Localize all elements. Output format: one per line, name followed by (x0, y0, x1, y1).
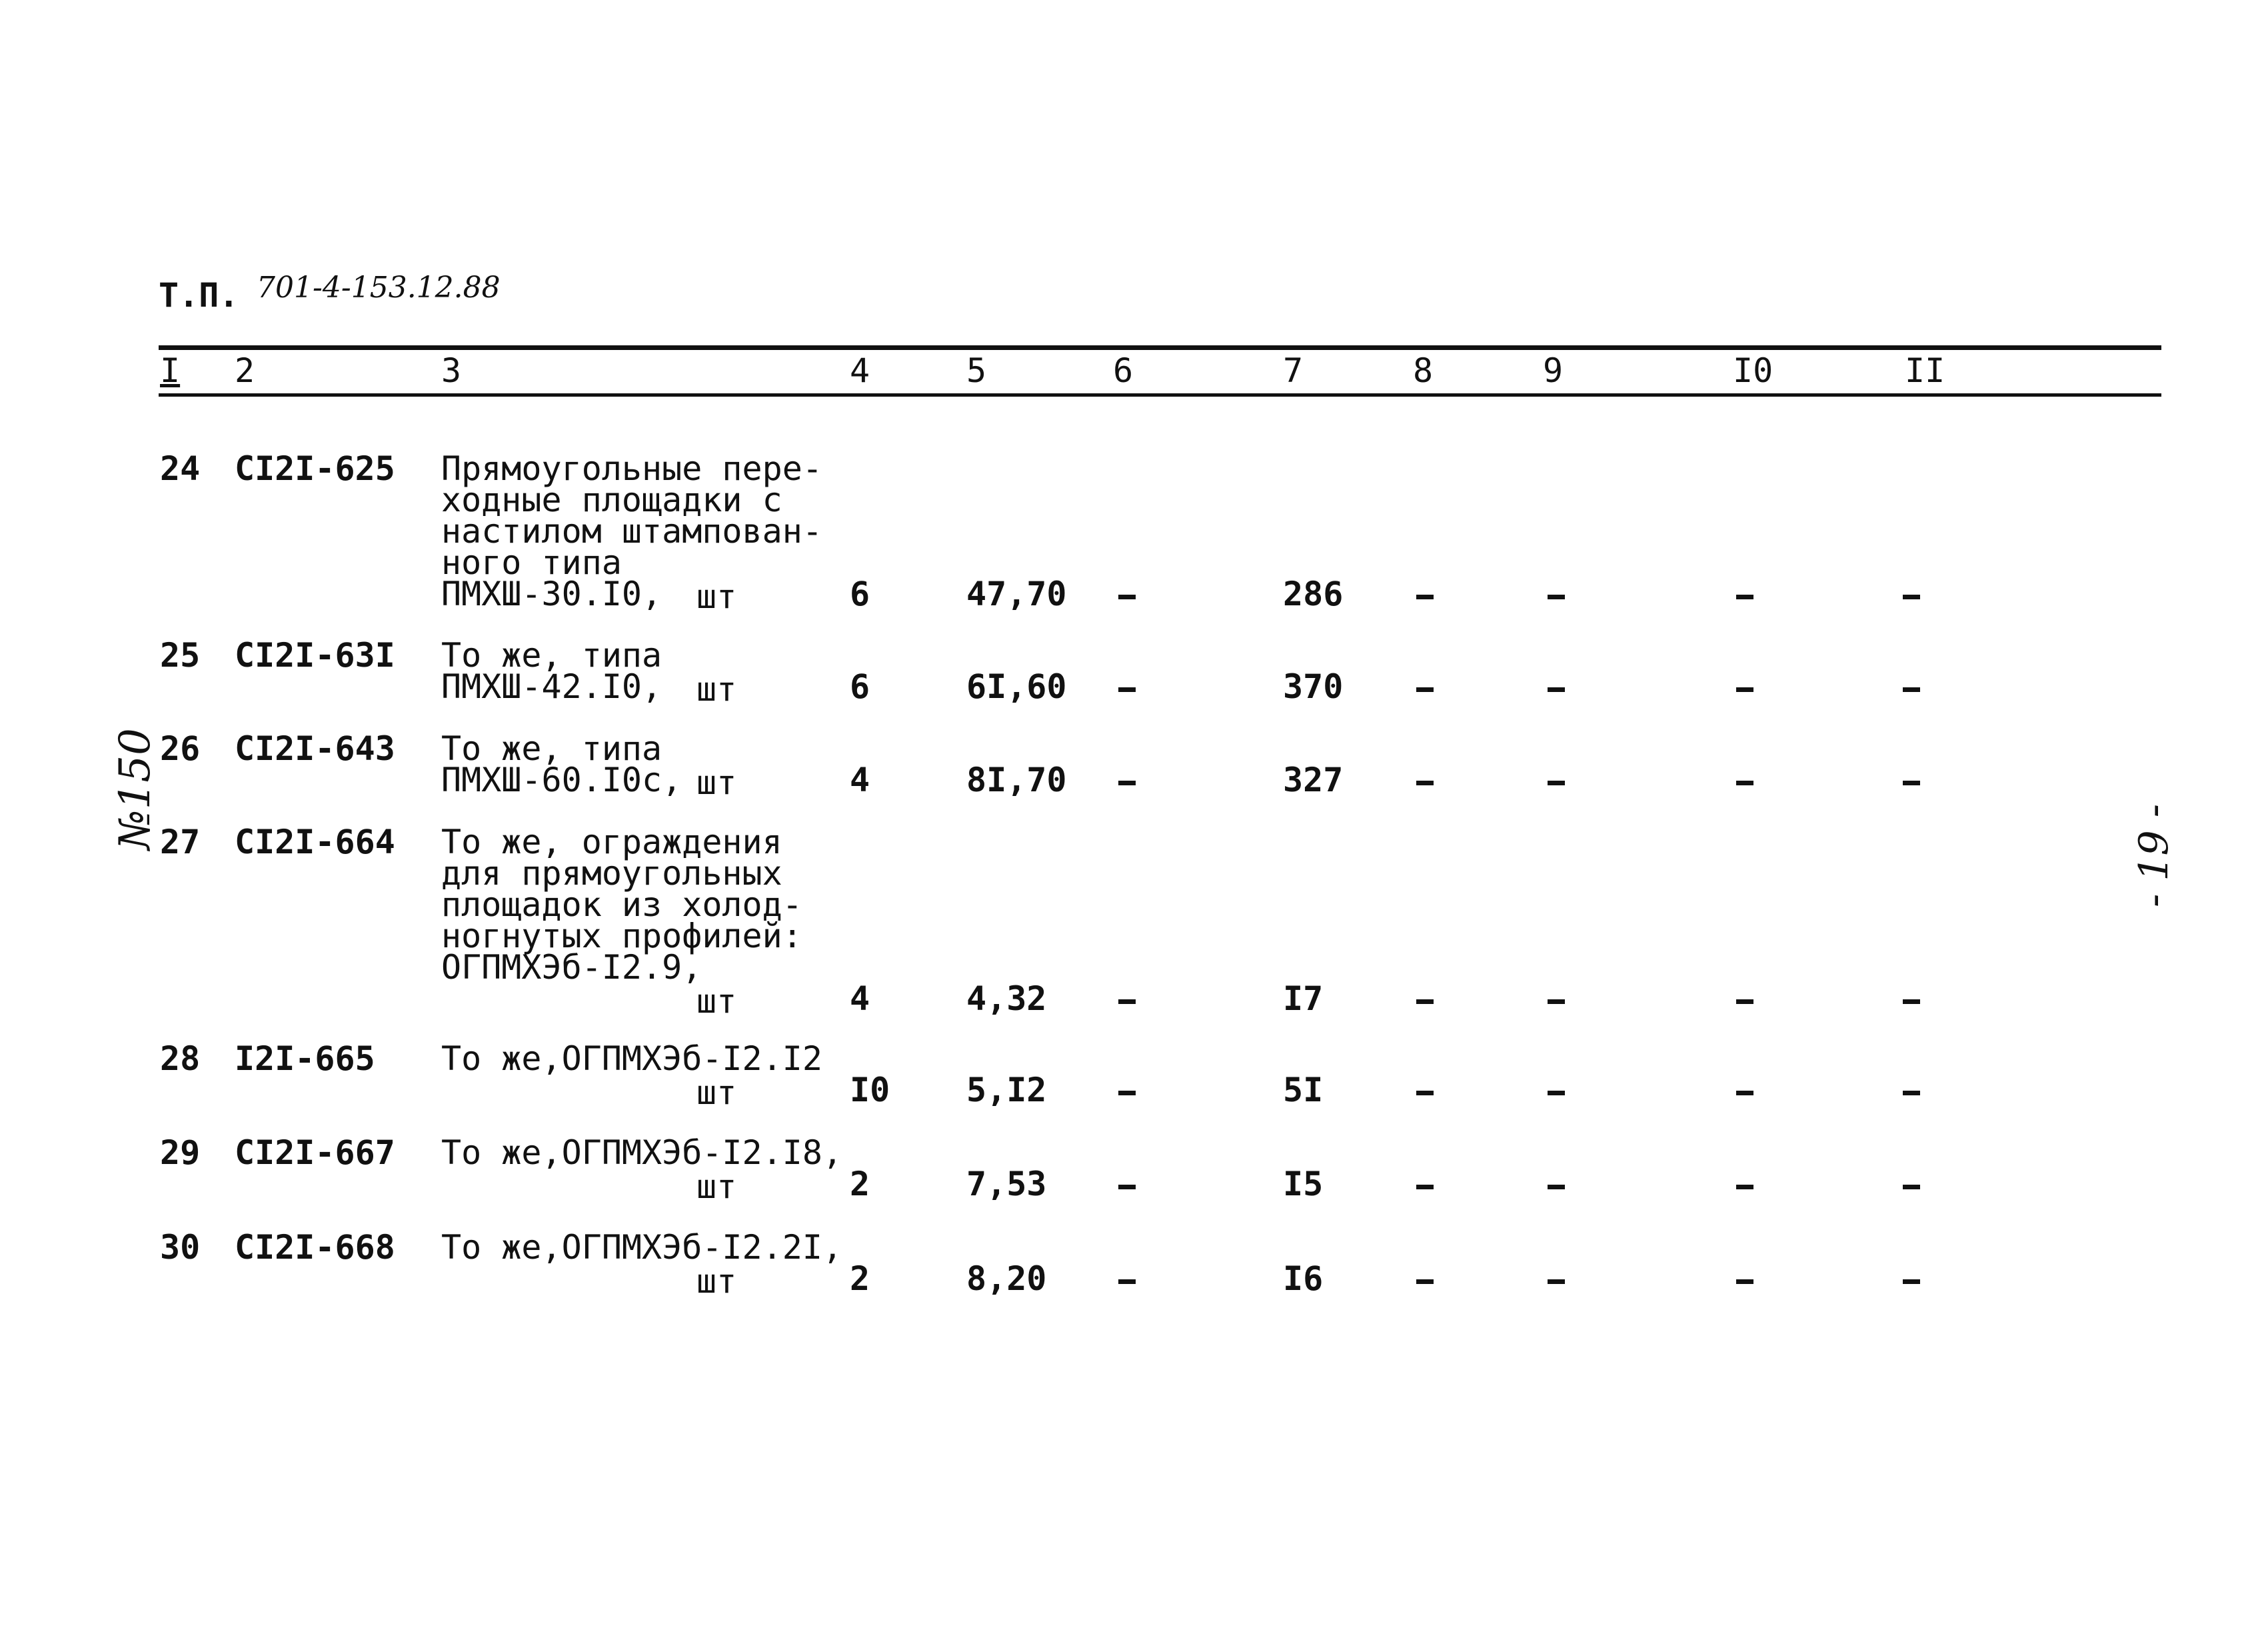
description-line: ПМХШ-42.I0, (441, 667, 662, 706)
dash-mark-c11 (1903, 999, 1920, 1004)
row-number: 29 (160, 1133, 201, 1172)
column-header: 5 (966, 351, 987, 390)
description-line: ОГПМХЭб-I2.9, (441, 948, 702, 987)
total-cost: 5I (1283, 1071, 1324, 1109)
dash-mark-c9 (1548, 781, 1565, 785)
column-header: 6 (1113, 351, 1134, 390)
total-cost: 370 (1283, 667, 1344, 706)
dash-mark-c6 (1118, 999, 1136, 1004)
table-top-rule (159, 345, 2161, 350)
quantity: 4 (850, 979, 870, 1018)
dash-mark-c9 (1548, 687, 1565, 692)
unit-price: 8,20 (966, 1259, 1047, 1298)
unit-price: 47,70 (966, 575, 1067, 613)
description-line: настилом штампован- (441, 512, 822, 551)
unit-price: 6I,60 (966, 667, 1067, 706)
quantity: 6 (850, 667, 870, 706)
dash-mark-c6 (1118, 1279, 1136, 1284)
item-code: СI2I-643 (235, 729, 395, 768)
row-number: 26 (160, 729, 201, 768)
dash-mark-c8 (1416, 1279, 1434, 1284)
dash-mark-c11 (1903, 687, 1920, 692)
dash-mark-c11 (1903, 1185, 1920, 1189)
unit: шт (696, 763, 737, 802)
item-code: СI2I-664 (235, 823, 395, 861)
description-line: ПМХШ-60.I0с, (441, 761, 682, 799)
dash-mark-c8 (1416, 687, 1434, 692)
column-header: 7 (1283, 351, 1304, 390)
row-number: 27 (160, 823, 201, 861)
row-number: 24 (160, 449, 201, 488)
side-mark-handwritten: №150 (110, 728, 160, 850)
total-cost: 286 (1283, 575, 1344, 613)
quantity: 6 (850, 575, 870, 613)
column-header: 3 (441, 351, 462, 390)
column-header: II (1905, 351, 1945, 390)
table-header-rule (159, 393, 2161, 397)
dash-mark-c8 (1416, 1091, 1434, 1095)
description-line: То же,ОГПМХЭб-I2.I8, (441, 1133, 843, 1172)
row-number: 30 (160, 1228, 201, 1267)
dash-mark-c11 (1903, 1279, 1920, 1284)
description-line: площадок из холод- (441, 885, 802, 924)
row-number: 28 (160, 1039, 201, 1078)
description-line: ходные площадки с (441, 481, 782, 519)
description-line: Прямоугольные пере- (441, 449, 822, 488)
quantity: 2 (850, 1165, 870, 1203)
item-code: I2I-665 (235, 1039, 375, 1078)
description-line: То же, ограждения (441, 823, 782, 861)
unit: шт (696, 670, 737, 709)
total-cost: I7 (1283, 979, 1324, 1018)
dash-mark-c6 (1118, 781, 1136, 785)
quantity: I0 (850, 1071, 890, 1109)
description-line: ПМХШ-30.I0, (441, 575, 662, 613)
column-header: 9 (1543, 351, 1564, 390)
description-line: То же,ОГПМХЭб-I2.I2 (441, 1039, 822, 1078)
total-cost: I5 (1283, 1165, 1324, 1203)
dash-mark-c8 (1416, 1185, 1434, 1189)
dash-mark-c10 (1736, 1279, 1753, 1284)
dash-mark-c11 (1903, 1091, 1920, 1095)
unit-price: 5,I2 (966, 1071, 1047, 1109)
item-code: СI2I-667 (235, 1133, 395, 1172)
unit: шт (696, 577, 737, 616)
dash-mark-c9 (1548, 595, 1565, 599)
item-code: СI2I-625 (235, 449, 395, 488)
dash-mark-c10 (1736, 999, 1753, 1004)
description-line: То же, типа (441, 729, 662, 768)
column-header: 8 (1413, 351, 1434, 390)
dash-mark-c10 (1736, 687, 1753, 692)
unit-price: 7,53 (966, 1165, 1047, 1203)
description-line: ного типа (441, 543, 622, 582)
dash-mark-c9 (1548, 1185, 1565, 1189)
column-header: I0 (1733, 351, 1773, 390)
doc-prefix: Т.П. (159, 276, 239, 315)
unit: шт (696, 1073, 737, 1112)
item-code: СI2I-668 (235, 1228, 395, 1267)
page-number-handwritten: - 19 - (2131, 803, 2178, 908)
total-cost: 327 (1283, 761, 1344, 799)
description-line: То же, типа (441, 636, 662, 675)
dash-mark-c11 (1903, 595, 1920, 599)
unit: шт (696, 1262, 737, 1301)
dash-mark-c11 (1903, 781, 1920, 785)
dash-mark-c6 (1118, 687, 1136, 692)
unit-price: 4,32 (966, 979, 1047, 1018)
dash-mark-c10 (1736, 781, 1753, 785)
item-code: СI2I-63I (235, 636, 395, 675)
dash-mark-c10 (1736, 595, 1753, 599)
dash-mark-c9 (1548, 1279, 1565, 1284)
description-line: То же,ОГПМХЭб-I2.2I, (441, 1228, 843, 1267)
dash-mark-c6 (1118, 1185, 1136, 1189)
dash-mark-c9 (1548, 1091, 1565, 1095)
doc-code-handwritten: 701-4-153.12.88 (257, 271, 501, 305)
column-header: I (160, 351, 181, 390)
dash-mark-c8 (1416, 999, 1434, 1004)
description-line: для прямоугольных (441, 854, 782, 893)
description-line: ногнутых профилей: (441, 917, 802, 955)
dash-mark-c9 (1548, 999, 1565, 1004)
total-cost: I6 (1283, 1259, 1324, 1298)
dash-mark-c6 (1118, 1091, 1136, 1095)
quantity: 2 (850, 1259, 870, 1298)
column-header: 2 (235, 351, 255, 390)
dash-mark-c8 (1416, 781, 1434, 785)
unit: шт (696, 982, 737, 1021)
unit: шт (696, 1167, 737, 1206)
dash-mark-c10 (1736, 1185, 1753, 1189)
dash-mark-c6 (1118, 595, 1136, 599)
column-header: 4 (850, 351, 870, 390)
row-number: 25 (160, 636, 201, 675)
unit-price: 8I,70 (966, 761, 1067, 799)
quantity: 4 (850, 761, 870, 799)
dash-mark-c8 (1416, 595, 1434, 599)
dash-mark-c10 (1736, 1091, 1753, 1095)
